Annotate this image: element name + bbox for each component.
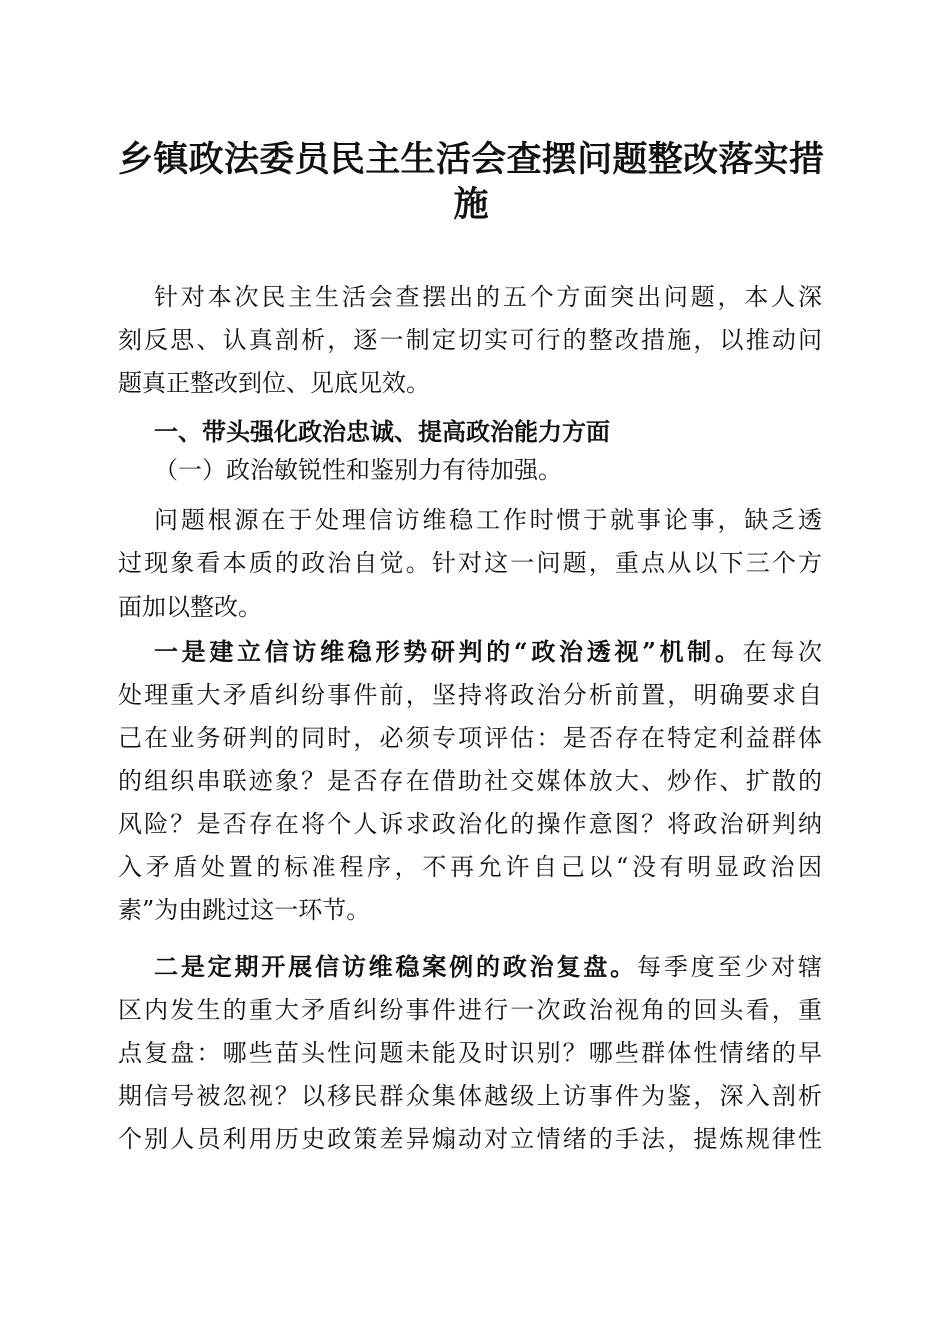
line-text: （一）政治敏锐性和鉴别力有待加强。 — [154, 456, 562, 484]
line-text: 风险？是否存在将个人诉求政治化的操作意图？将政治研判纳 — [118, 810, 822, 838]
paragraph-line — [118, 766, 822, 796]
line-text: 刻反思、认真剖析，逐一制定切实可行的整改措施，以推动问 — [118, 326, 822, 354]
line-text: 入矛盾处置的标准程序，不再允许自己以“没有明显政治因 — [118, 853, 822, 881]
line-text: 题真正整改到位、见底见效。 — [118, 369, 430, 397]
line-text: 点复盘：哪些苗头性问题未能及时识别？哪些群体性情绪的早 — [118, 1039, 822, 1067]
paragraph-line — [154, 952, 822, 982]
line-text: 每季度至少对辖 — [637, 953, 822, 981]
paragraph-line — [118, 895, 822, 925]
paragraph-line — [154, 505, 822, 535]
document-title-line-1: 乡镇政法委员民主生活会查摆问题整改落实措 — [118, 139, 824, 180]
paragraph-line — [118, 1038, 822, 1068]
bold-lead-text: 一、带头强化政治忠诚、提高政治能力方面 — [154, 418, 610, 446]
line-text: 己在业务研判的同时，必须专项评估：是否存在特定利益群体 — [118, 724, 822, 752]
line-text: 在每次 — [742, 638, 823, 666]
line-text: 过现象看本质的政治自觉。针对这一问题，重点从以下三个方 — [118, 549, 822, 577]
paragraph-line — [118, 680, 822, 710]
paragraph-line — [118, 995, 822, 1025]
paragraph-line — [118, 368, 822, 398]
line-text: 面加以整改。 — [118, 593, 262, 621]
paragraph-line — [118, 548, 822, 578]
bold-lead-text: 一是建立信访维稳形势研判的“政治透视”机制。 — [154, 637, 743, 666]
line-text: 区内发生的重大矛盾纠纷事件进行一次政治视角的回头看，重 — [118, 996, 822, 1024]
paragraph-line — [118, 592, 822, 622]
paragraph-line — [118, 325, 822, 355]
paragraph-line — [154, 637, 822, 667]
section-heading — [154, 417, 822, 447]
line-text: 个别人员利用历史政策差异煽动对立情绪的手法，提炼规律性 — [118, 1125, 822, 1153]
line-text: 针对本次民主生活会查摆出的五个方面突出问题，本人深 — [154, 283, 822, 311]
line-text: 期信号被忽视？以移民群众集体越级上访事件为鉴，深入剖析 — [118, 1082, 822, 1110]
subsection-heading — [154, 455, 822, 485]
line-text: 处理重大矛盾纠纷事件前，坚持将政治分析前置，明确要求自 — [118, 681, 822, 709]
paragraph-line — [118, 1081, 822, 1111]
bold-lead-text: 二是定期开展信访维稳案例的政治复盘。 — [154, 952, 637, 981]
document-title-line-2: 施 — [453, 184, 489, 225]
line-text: 的组织串联迹象？是否存在借助社交媒体放大、炒作、扩散的 — [118, 767, 822, 795]
paragraph-line — [118, 1124, 822, 1154]
line-text: 问题根源在于处理信访维稳工作时惯于就事论事，缺乏透 — [154, 506, 822, 534]
paragraph-line — [118, 852, 822, 882]
paragraph-line — [118, 723, 822, 753]
paragraph-line — [118, 809, 822, 839]
line-text: 素”为由跳过这一环节。 — [118, 896, 371, 924]
paragraph-line — [154, 282, 822, 312]
